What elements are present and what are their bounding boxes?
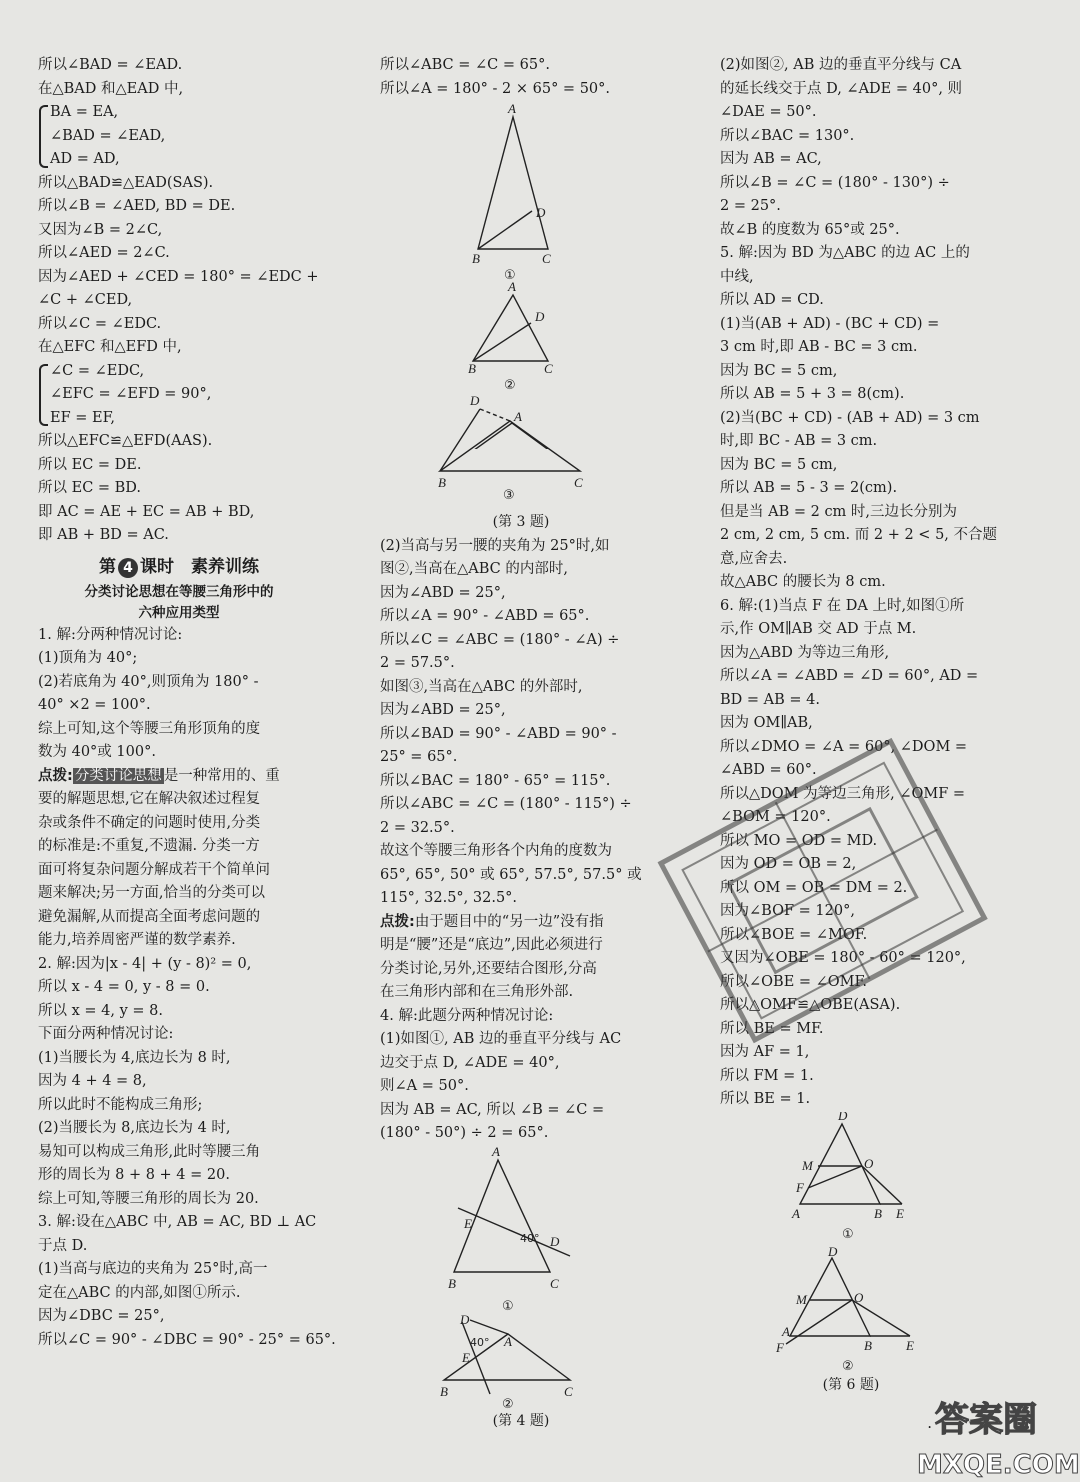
col2-block2 — [380, 535, 662, 911]
c1b2-line: 所以∠C = ∠EDC. — [38, 315, 162, 332]
column-right — [720, 54, 998, 1397]
c3b1-line: 所以∠BAC = 130°. — [720, 127, 855, 144]
c2b1-line: 所以∠A = 180° - 2 × 65° = 50°. — [380, 80, 611, 97]
c1b5-line: 所以此时不能构成三角形; — [38, 1096, 203, 1113]
c1b4-line: (1)顶角为 40°; — [38, 650, 138, 666]
q4-angle-1: 40° — [520, 1231, 540, 1245]
c3b1-line: 中线, — [720, 268, 754, 285]
c2b1-line: 所以∠ABC = ∠C = 65°. — [380, 57, 550, 73]
column-left — [38, 54, 336, 1352]
c3b1-line: 所以△OMF≌△OBE(ASA). — [720, 997, 901, 1013]
c1b3-line: 所以 EC = DE. — [38, 456, 142, 473]
c1b5-line: 题来解决;另一方面,恰当的分类可以 — [38, 885, 265, 901]
q3-label-a2: A — [508, 279, 516, 294]
c1b5-line: 易知可以构成三角形,此时等腰三角 — [38, 1143, 261, 1160]
lesson-title — [38, 552, 320, 582]
c3b1-line: 故∠B 的度数为 65°或 25°. — [720, 221, 900, 238]
tip-rest: 是一种常用的、重 — [163, 767, 280, 784]
c1br1-line: AD = AD, — [50, 151, 120, 167]
c3b1-line: ∠ABD = 60°. — [720, 762, 817, 778]
c2b2-line: 所以∠C = ∠ABC = (180° - ∠A) ÷ — [380, 631, 620, 648]
c1b2-line: 又因为∠B = 2∠C, — [38, 221, 163, 238]
c1b5-line: 所以 x - 4 = 0, y - 8 = 0. — [38, 979, 210, 995]
tip-highlight: 分类讨论思想 — [74, 767, 162, 784]
figure-q4 — [380, 1146, 662, 1434]
c3b1-line: 所以 MO = OD = MD. — [720, 832, 878, 849]
subtitle-line2: 六种应用类型 — [138, 604, 220, 621]
q6-label-f1: F — [796, 1179, 804, 1195]
c3b1-line: 意,应舍去. — [720, 550, 788, 567]
c1b4-line: 1. 解:分两种情况讨论: — [38, 626, 183, 643]
c3b1-line: 6. 解:(1)当点 F 在 DA 上时,如图①所 — [720, 597, 965, 614]
c1br2-line: ∠C = ∠EDC, — [50, 362, 145, 379]
c2b2-line: 如图③,当高在△ABC 的外部时, — [380, 678, 583, 695]
c3b1-line: 所以 OM = OB = DM = 2. — [720, 879, 908, 896]
q6-label-d2: D — [828, 1243, 838, 1259]
q4-label-e2: E — [462, 1349, 470, 1365]
lesson-pre: 第 — [99, 556, 116, 577]
c3b1-line: 所以 BE = 1. — [720, 1091, 811, 1107]
c2b2-line: (2)当高与另一腰的夹角为 25°时,如 — [380, 537, 610, 554]
c1b4-line: 综上可知,这个等腰三角形顶角的度 — [38, 720, 261, 737]
q4-label-e1: E — [464, 1215, 472, 1231]
q3-label-c1: C — [542, 251, 551, 266]
c3b1-line: 所以△DOM 为等边三角形, ∠OMF = — [720, 785, 966, 802]
q3-label-c2: C — [544, 361, 553, 376]
c3b1-line: 因为 OM∥AB, — [720, 715, 813, 731]
q6-num-2: ② — [842, 1358, 854, 1374]
c2b2-line: 25° = 65°. — [380, 749, 458, 765]
q3-caption: (第 3 题) — [492, 514, 550, 530]
c3b1-line: 所以∠DMO = ∠A = 60°, ∠DOM = — [720, 738, 968, 755]
c2b3-line: 在三角形内部和在三角形外部. — [380, 984, 574, 1000]
c3b1-line: (2)当(BC + CD) - (AB + AD) = 3 cm — [720, 409, 980, 426]
q3-alt3 — [440, 409, 480, 471]
q6-label-e2: E — [906, 1337, 914, 1353]
q6-label-b2: B — [864, 1337, 872, 1353]
tip-label: 点拨: — [38, 767, 73, 784]
q3-label-a1: A — [508, 101, 516, 116]
c2b2-line: 所以∠BAD = 90° - ∠ABD = 90° - — [380, 725, 617, 742]
c2b2-line: 115°, 32.5°, 32.5°. — [380, 890, 518, 906]
q4-label-a1: A — [492, 1145, 500, 1159]
q3-num-3: ③ — [503, 488, 515, 501]
c2b3-line: 则∠A = 50°. — [380, 1078, 469, 1094]
q6-label-o1: O — [864, 1155, 874, 1171]
c1b5-line: 因为 4 + 4 = 8, — [38, 1073, 147, 1089]
c3b1-line: 时,即 BC - AB = 3 cm. — [720, 433, 878, 449]
col2-tip-rest: 由于题目中的“另一边”没有指 — [414, 913, 604, 930]
c3b1-line: 故△ABC 的腰长为 8 cm. — [720, 574, 886, 590]
c1b2-line: 在△EFC 和△EFD 中, — [38, 339, 182, 355]
c3b1-line: 2 = 25°. — [720, 198, 781, 214]
c3b1-line: (2)如图②, AB 边的垂直平分线与 CA — [720, 57, 962, 73]
c1b2-line: 所以△BAD≌△EAD(SAS). — [38, 174, 214, 191]
col1-block1 — [38, 54, 320, 101]
c3b1-line: ∠BOM = 120°. — [720, 809, 831, 825]
c1br1-line: BA = EA, — [50, 104, 119, 120]
c1b5-line: 形的周长为 8 + 8 + 4 = 20. — [38, 1167, 230, 1183]
q6-label-o2: O — [854, 1289, 864, 1305]
lesson-number-badge: 4 — [118, 558, 138, 578]
c3b1-line: 所以∠OBE = ∠OMF. — [720, 973, 867, 990]
c1b2-line: 因为∠AED + ∠CED = 180° = ∠EDC + — [38, 268, 319, 285]
q3-label-b1: B — [472, 251, 480, 266]
c1b5-line: 所以 x = 4, y = 8. — [38, 1002, 163, 1019]
q6-label-m2: M — [796, 1291, 807, 1307]
c1b5-line: 2. 解:因为|x - 4| + (y - 8)² = 0, — [38, 955, 252, 972]
c2b2-line: 图②,当高在△ABC 的内部时, — [380, 561, 568, 577]
c1b2-line: 所以∠B = ∠AED, BD = DE. — [38, 198, 236, 214]
c3b1-line: 又因为∠OBE = 180° - 60° = 120°, — [720, 950, 966, 966]
c1b5-line: 的标准是:不重复,不遗漏. 分类一方 — [38, 838, 260, 854]
col1-block4 — [38, 624, 320, 765]
c2b2-line: 所以∠A = 90° - ∠ABD = 65°. — [380, 608, 590, 624]
c2b3-line: (1)如图①, AB 边的垂直平分线与 AC — [380, 1031, 622, 1047]
q6-label-e1: E — [896, 1205, 904, 1221]
c1b5-line: 避免漏解,从而提高全面考虑问题的 — [38, 908, 261, 925]
c1b3-line: 所以△EFC≌△EFD(AAS). — [38, 433, 213, 449]
c3b1-line: 所以 BE = MF. — [720, 1020, 824, 1037]
q4-label-a2: A — [504, 1333, 512, 1349]
column-middle — [380, 54, 662, 1433]
c2b2-line: 所以∠ABC = ∠C = (180° - 115°) ÷ — [380, 796, 632, 812]
col1-brace1 — [38, 101, 320, 172]
q6-caption: (第 6 题) — [822, 1376, 880, 1393]
q4-ext-2 — [470, 1320, 508, 1334]
c2b2-line: 因为∠ABD = 25°, — [380, 702, 506, 718]
c1b5-line: 定在△ABC 的内部,如图①所示. — [38, 1284, 241, 1301]
c1b5-line: 综上可知,等腰三角形的周长为 20. — [38, 1190, 259, 1207]
c2b2-line: 故这个等腰三角形各个内角的度数为 — [380, 843, 612, 859]
col1-block5 — [38, 788, 336, 1352]
q4-angle-2: 40° — [470, 1335, 490, 1349]
c1b3-line: 所以 EC = BD. — [38, 480, 142, 496]
c3b1-line: 因为 BC = 5 cm, — [720, 456, 838, 473]
q4-caption: (第 4 题) — [492, 1412, 550, 1429]
c3b1-line: 示,作 OM∥AB 交 AD 于点 M. — [720, 621, 917, 637]
watermark-cn: 答案圈 — [935, 1400, 1037, 1440]
col2-tip-label: 点拨: — [380, 913, 415, 930]
c2b2-line: 2 = 57.5°. — [380, 655, 455, 671]
q3-triangle-1 — [478, 117, 548, 249]
q3-tri3 — [440, 421, 580, 471]
col2-block1 — [380, 54, 662, 101]
c1b5-line: 因为∠DBC = 25°, — [38, 1308, 165, 1324]
q3-triangle-2 — [473, 295, 548, 361]
c3b1-line: 所以∠A = ∠ABD = ∠D = 60°, AD = — [720, 668, 979, 684]
q6-label-f2: F — [776, 1339, 784, 1355]
c3b1-line: 3 cm 时,即 AB - BC = 3 cm. — [720, 339, 918, 355]
c1b3-line: 即 AC = AE + EC = AB + BD, — [38, 503, 255, 520]
c2b2-line: 2 = 32.5°. — [380, 819, 455, 836]
col3-block1 — [720, 54, 998, 1112]
c2b2-line: 65°, 65°, 50° 或 65°, 57.5°, 57.5° 或 — [380, 866, 642, 883]
watermark-logo — [895, 1385, 1080, 1482]
c1br2-line: ∠EFC = ∠EFD = 90°, — [50, 386, 212, 402]
c3b1-line: 因为△ABD 为等边三角形, — [720, 644, 890, 661]
q3-label-c3: C — [574, 475, 583, 490]
c2b3-line: 边交于点 D, ∠ADE = 40°, — [380, 1054, 560, 1071]
q3-ext3 — [480, 409, 510, 421]
c3b1-line: 因为∠BOF = 120°, — [720, 903, 855, 919]
c3b1-line: 所以 AB = 5 - 3 = 2(cm). — [720, 480, 898, 496]
c1b5-line: (1)当腰长为 4,底边长为 8 时, — [38, 1049, 231, 1066]
col2-tip-line — [380, 911, 662, 935]
col1-block2 — [38, 172, 320, 360]
c1b5-line: 3. 解:设在△ABC 中, AB = AC, BD ⊥ AC — [38, 1214, 317, 1230]
c1b2-line: 所以∠AED = 2∠C. — [38, 245, 170, 261]
q3-label-b3: B — [438, 475, 446, 490]
figure-q4-svg — [380, 1146, 662, 1410]
c1b4-line: (2)若底角为 40°,则顶角为 180° - — [38, 673, 259, 690]
q4-label-d2: D — [460, 1311, 470, 1327]
c1b5-line: 能力,培养周密严谨的数学素养. — [38, 932, 236, 948]
c3b1-line: ∠DAE = 50°. — [720, 104, 817, 120]
q6-label-m1: M — [802, 1157, 813, 1173]
q4-label-c1: C — [550, 1275, 559, 1291]
subtitle-line1: 分类讨论思想在等腰三角形中的 — [84, 583, 274, 600]
c1b5-line: (1)当高与底边的夹角为 25°时,高一 — [38, 1261, 268, 1277]
c1b3-line: 即 AB + BD = AC. — [38, 527, 169, 543]
c3b1-line: 的延长线交于点 D, ∠ADE = 40°, 则 — [720, 80, 963, 97]
q3-label-d1: D — [536, 205, 546, 220]
q4-num-1: ① — [502, 1298, 514, 1314]
c3b1-line: 因为 OD = OB = 2, — [720, 856, 857, 872]
q6-num-1: ① — [842, 1226, 854, 1242]
figure-q3-3-svg — [380, 391, 662, 501]
q6-label-a1: A — [792, 1205, 800, 1221]
q4-label-c2: C — [564, 1383, 573, 1399]
c1b4-line: 40° ×2 = 100°. — [38, 697, 151, 713]
c2b3-line: (180° - 50°) ÷ 2 = 65°. — [380, 1125, 549, 1141]
q4-label-b1: B — [448, 1275, 456, 1291]
c2b3-line: 4. 解:此题分两种情况讨论: — [380, 1007, 554, 1024]
page-number: · — [927, 1418, 932, 1436]
c1b5-line: 所以∠C = 90° - ∠DBC = 90° - 25° = 65°. — [38, 1331, 336, 1348]
c3b1-line: 因为 AB = AC, — [720, 151, 822, 167]
q6-fo-1 — [808, 1166, 862, 1188]
c3b1-line: 所以∠BOE = ∠MOF. — [720, 926, 868, 943]
c2b3-line: 分类讨论,另外,还要结合图形,分高 — [380, 960, 597, 977]
c1b5-line: (2)当腰长为 8,底边长为 4 时, — [38, 1120, 231, 1136]
q3-num-1: ① — [504, 268, 516, 283]
c3b1-line: 所以 AD = CD. — [720, 292, 824, 308]
figure-q6 — [720, 1112, 992, 1398]
figure-q6-svg — [720, 1112, 992, 1374]
c1b5-line: 要的解题思想,它在解决叙述过程复 — [38, 791, 261, 807]
figure-q3 — [380, 101, 662, 535]
q6-oe-1 — [862, 1166, 902, 1204]
c3b1-line: 所以 AB = 5 + 3 = 8(cm). — [720, 386, 905, 402]
c1b5-line: 于点 D. — [38, 1237, 88, 1254]
q3-label-a3: A — [514, 409, 522, 424]
c1b2-line: ∠C + ∠CED, — [38, 292, 133, 308]
c1b5-line: 面可将复杂问题分解成若干个简单问 — [38, 861, 270, 878]
c1b1-line: 在△BAD 和△EAD 中, — [38, 80, 184, 97]
q6-label-b1: B — [874, 1205, 882, 1221]
watermark-url: MXQE.COM — [917, 1450, 1080, 1480]
c1b1-line: 所以∠BAD = ∠EAD. — [38, 57, 183, 73]
c3b1-line: 因为 AF = 1, — [720, 1044, 810, 1060]
q6-label-d1: D — [838, 1111, 848, 1123]
c3b1-line: 但是当 AB = 2 cm 时,三边长分别为 — [720, 503, 958, 520]
q3-num-2: ② — [504, 378, 516, 393]
c1b5-line: 下面分两种情况讨论: — [38, 1026, 174, 1042]
c2b2-line: 因为∠ABD = 25°, — [380, 584, 506, 601]
c3b1-line: 2 cm, 2 cm, 5 cm. 而 2 + 2 < 5, 不合题 — [720, 527, 998, 543]
tip-line — [38, 765, 320, 789]
col1-brace2 — [38, 360, 320, 431]
q3-label-d3: D — [470, 393, 480, 408]
c2b2-line: 所以∠BAC = 180° - 65° = 115°. — [380, 772, 611, 789]
col1-block3 — [38, 430, 320, 548]
q3-label-b2: B — [468, 361, 476, 376]
q4-label-d1: D — [550, 1233, 560, 1249]
c2b3-line: 因为 AB = AC, 所以 ∠B = ∠C = — [380, 1101, 605, 1118]
q6-label-a2: A — [782, 1323, 790, 1339]
lesson-post: 课时 素养训练 — [140, 556, 259, 577]
c3b1-line: BD = AB = 4. — [720, 691, 820, 708]
c3b1-line: 因为 BC = 5 cm, — [720, 362, 838, 379]
c1br1-line: ∠BAD = ∠EAD, — [50, 127, 166, 144]
c1b4-line: 数为 40°或 100°. — [38, 744, 156, 760]
q4-num-2: ② — [502, 1396, 514, 1410]
c3b1-line: 所以 FM = 1. — [720, 1067, 814, 1084]
c1br2-line: EF = EF, — [50, 409, 116, 426]
c2b3-line: 明是“腰”还是“底边”,因此必须进行 — [380, 937, 603, 953]
q3-label-d2: D — [535, 309, 545, 324]
q3-altitude-2 — [473, 323, 531, 361]
c1b5-line: 杂或条件不确定的问题时使用,分类 — [38, 814, 261, 831]
c3b1-line: 所以∠B = ∠C = (180° - 130°) ÷ — [720, 174, 950, 191]
q4-label-b2: B — [440, 1383, 448, 1399]
c3b1-line: (1)当(AB + AD) - (BC + CD) = — [720, 315, 940, 332]
col2-block3 — [380, 934, 662, 1146]
c3b1-line: 5. 解:因为 BD 为△ABC 的边 AC 上的 — [720, 245, 970, 261]
